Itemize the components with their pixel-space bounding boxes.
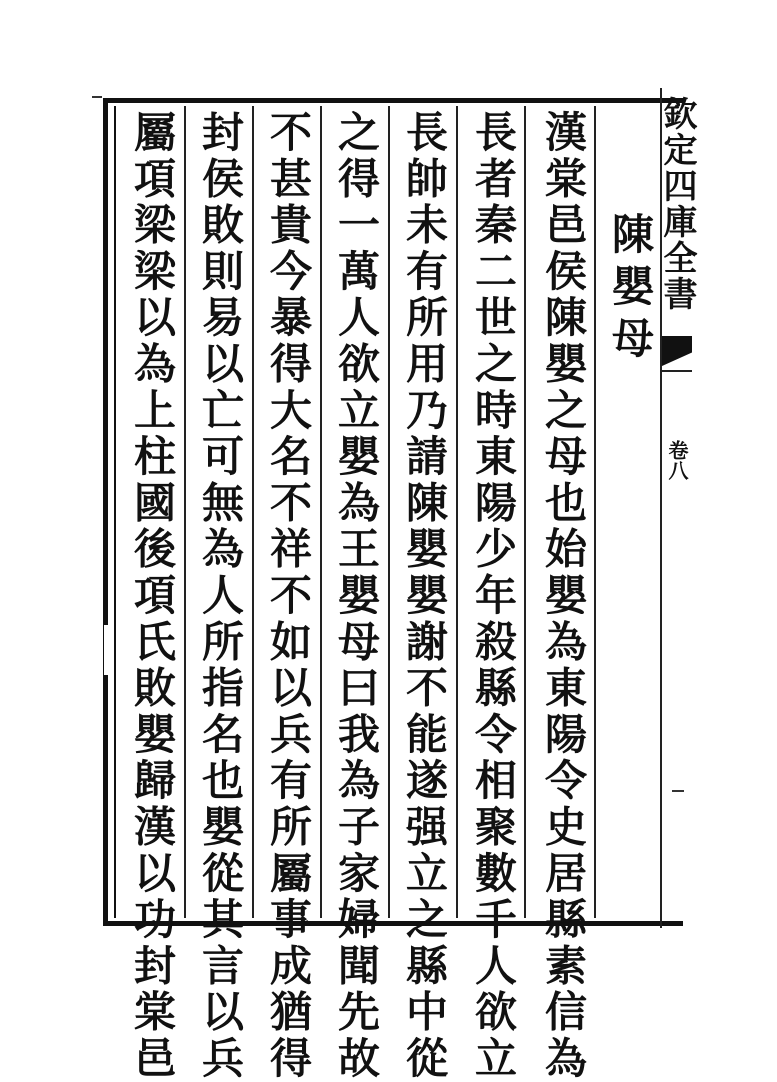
inner-border-rule [114, 106, 116, 918]
column-divider [524, 106, 526, 918]
column-divider [184, 106, 186, 918]
chapter-heading: 陳嬰母 [606, 212, 655, 368]
text-column-3: 長帥未有所用乃請陳嬰嬰謝不能遂强立之縣中從 [400, 110, 449, 1082]
column-divider [594, 106, 596, 918]
text-column-1: 漢棠邑侯陳嬰之母也始嬰為東陽令史居縣素信為 [539, 110, 588, 1082]
text-column-4: 之得一萬人欲立嬰為王嬰母曰我為子家婦聞先故 [332, 110, 381, 1082]
book-title: 欽定四庫全書 [657, 96, 697, 312]
text-column-5: 不甚貴今暴得大名不祥不如以兵有所屬事成猶得 [264, 110, 313, 1082]
text-column-2: 長者秦二世之時東陽少年殺縣令相聚數千人欲立 [469, 110, 518, 1082]
column-divider [320, 106, 322, 918]
text-column-6: 封侯敗則易以亡可無為人所指名也嬰從其言以兵 [196, 110, 245, 1082]
fishtail-rule [662, 370, 692, 372]
page-border-frame [103, 98, 683, 1082]
column-divider [252, 106, 254, 918]
corner-mark [92, 96, 102, 98]
volume-label: 卷八 [665, 440, 689, 480]
margin-dash [672, 790, 684, 792]
text-column-7: 屬項梁梁以為上柱國後項氏敗嬰歸漢以功封棠邑 [128, 110, 177, 1082]
border-gap [104, 625, 108, 675]
column-divider [456, 106, 458, 918]
column-divider [388, 106, 390, 918]
